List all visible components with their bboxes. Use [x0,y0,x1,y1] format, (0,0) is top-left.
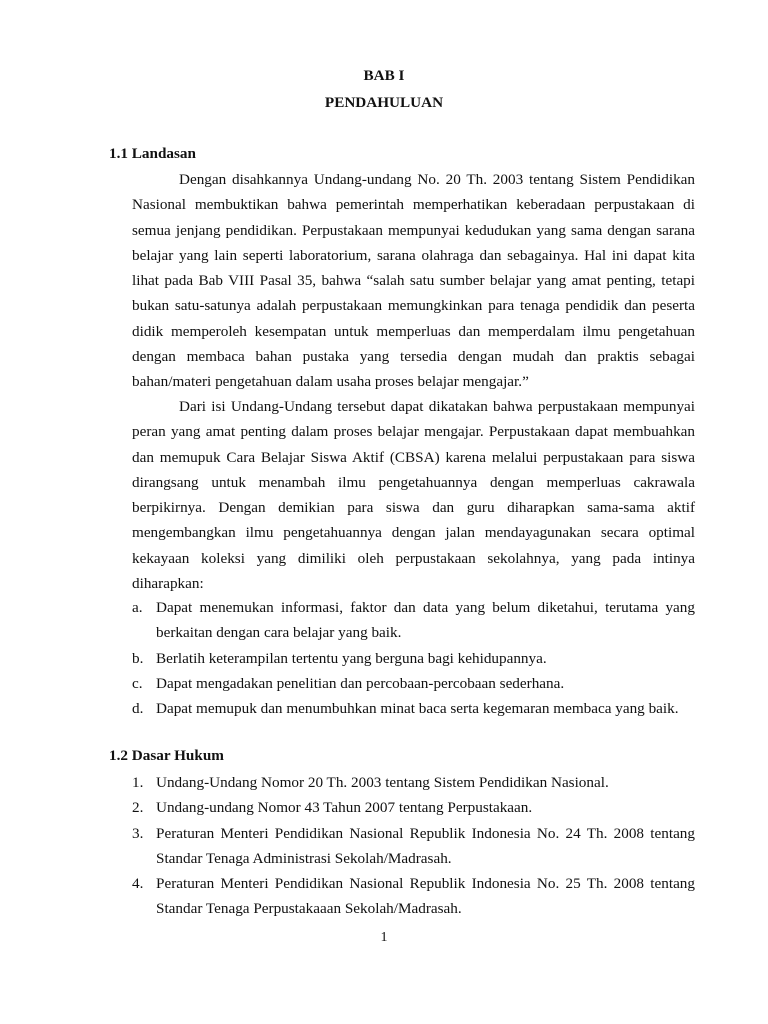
list-marker: 1. [132,774,144,791]
chapter-number: BAB I [363,67,405,84]
list-item-text: Berlatih keterampilan tertentu yang berguna bagi kehidupannya. [156,649,547,667]
paragraph-text: Dari isi Undang-Undang tersebut dapat dikatakan bahwa perpustakaan mempunyai peran yang amat penting dalam proses belajar mengajar. Perpustakaan dapat membuahkan dan memupuk Cara Belajar Siswa Aktif (CBSA) karena melalui perpustakaan para siswa dirangsang untuk menambah ilmu pengetahuannya dengan memperluas cakrawala berpikirnya. Dengan demikian para siswa dan guru diharapkan sama-sama aktif mengembangkan ilmu pengetahuannya dengan jalan mendayagunakan secara optimal kekayaan koleksi yang dimiliki oleh perpustakaan sekolahnya, yang pada intinya diharapkan: [132,398,695,593]
legal-basis-list [132,770,695,922]
section-heading-landasan: 1.1 Landasan [109,145,196,162]
list-item-text: Peraturan Menteri Pendidikan Nasional Republik Indonesia No. 24 Th. 2008 tentang Standar Tenaga Administrasi Sekolah/Madrasah. [156,824,695,867]
paragraph-text: Dengan disahkannya Undang-undang No. 20 Th. 2003 tentang Sistem Pendidikan Nasional membuktikan bahwa pemerintah memperhatikan keberadaan perpustakaan di semua jenjang pendidikan. Perpustakaan mempunyai kedudukan yang sama dengan sarana belajar yang lain seperti laboratorium, sarana olahraga dan sebagainya. Hal ini dapat kita lihat pada Bab VIII Pasal 35, bahwa “salah satu sumber belajar yang amat penting, tetapi bukan satu-satunya adalah perpustakaan memungkinkan para tenaga pendidik dan peserta didik memperoleh kesempatan untuk memperluas dan memperdalam ilmu pengetahuan dengan membaca bahan pustaka yang tersedia dengan mudah dan praktis sebagai bahan/materi pengetahuan dalam usaha proses belajar mengajar.” [132,171,695,391]
list-item [132,821,695,872]
list-item [132,696,695,721]
list-item-text: Undang-undang Nomor 43 Tahun 2007 tentang Perpustakaan. [156,799,533,817]
list-item-text: Dapat memupuk dan menumbuhkan minat baca serta kegemaran membaca yang baik. [156,700,679,718]
page-number: 1 [380,930,388,945]
chapter-title: PENDAHULUAN [324,94,444,111]
list-item-text: Peraturan Menteri Pendidikan Nasional Republik Indonesia No. 25 Th. 2008 tentang Standar Tenaga Perpustakaaan Sekolah/Madrasah. [156,875,695,918]
list-item-text: Undang-Undang Nomor 20 Th. 2003 tentang Sistem Pendidikan Nasional. [156,774,609,791]
section-heading-dasar-hukum: 1.2 Dasar Hukum [109,747,224,764]
list-item [132,871,695,922]
paragraph-landasan-1 [132,167,695,395]
list-item [132,795,695,820]
list-item [132,770,695,795]
list-marker: a. [132,599,143,616]
list-item-text: Dapat menemukan informasi, faktor dan data yang belum diketahui, terutama yang berkaitan dengan cara belajar yang baik. [156,599,695,642]
list-marker: c. [132,674,143,692]
list-marker: 2. [132,799,144,817]
list-item-text: Dapat mengadakan penelitian dan percobaan-percobaan sederhana. [156,674,565,692]
expectations-list [132,595,695,721]
list-item [132,595,695,646]
list-marker: d. [132,700,144,718]
list-marker: 3. [132,824,144,842]
list-marker: b. [132,649,144,667]
list-item [132,671,695,696]
list-marker: 4. [132,875,144,893]
paragraph-landasan-2 [132,394,695,596]
list-item [132,646,695,671]
